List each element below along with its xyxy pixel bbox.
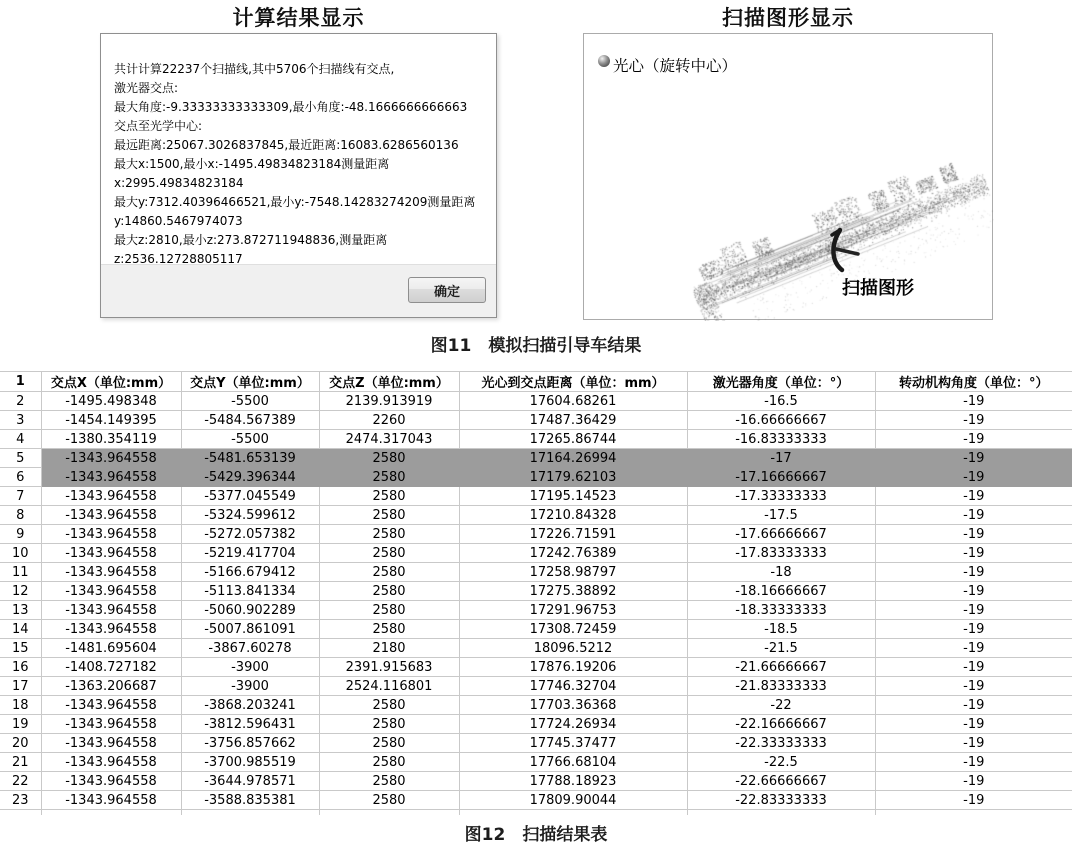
dialog-line: 最大角度:-9.33333333333309,最小角度:-48.1666666666663 [114, 100, 468, 114]
table-cell: 2260 [319, 411, 459, 430]
table-cell: 2580 [319, 449, 459, 468]
table-cell: -22 [687, 696, 875, 715]
table-row [0, 601, 1072, 620]
table-cell: -22.5 [687, 753, 875, 772]
row-number-cell: 8 [0, 506, 41, 525]
table-cell: -1343.964558 [41, 525, 181, 544]
ok-button[interactable]: 确定 [408, 277, 486, 303]
dialog-line: 交点至光学中心: [114, 119, 203, 133]
table-cell: 17258.98797 [459, 563, 687, 582]
table-cell: -17.83333333 [687, 544, 875, 563]
table-cell: -1343.964558 [41, 753, 181, 772]
table-row [0, 677, 1072, 696]
table-cell [41, 810, 181, 815]
table-cell [875, 810, 1072, 815]
table-cell: -1343.964558 [41, 601, 181, 620]
table-header-row [0, 372, 1072, 392]
dialog-line: 最远距离:25067.3026837845,最近距离:16083.6286560136 [114, 138, 459, 152]
scan-graphic-panel [583, 33, 993, 320]
row-number-cell: 5 [0, 449, 41, 468]
table-row [0, 696, 1072, 715]
table-cell: -19 [875, 677, 1072, 696]
table-cell: -19 [875, 734, 1072, 753]
table-cell: 2580 [319, 620, 459, 639]
table-cell: 17604.68261 [459, 392, 687, 411]
table-cell: 2580 [319, 772, 459, 791]
column-header: 光心到交点距离（单位：mm） [459, 372, 687, 392]
row-number-cell: 4 [0, 430, 41, 449]
table-cell: -3900 [181, 658, 319, 677]
sphere-icon [598, 55, 610, 67]
table-row [0, 639, 1072, 658]
row-number-cell: 21 [0, 753, 41, 772]
table-row [0, 658, 1072, 677]
table-cell: -3588.835381 [181, 791, 319, 810]
table-row [0, 392, 1072, 411]
table-cell: -1343.964558 [41, 563, 181, 582]
table-cell: -1343.964558 [41, 582, 181, 601]
table-cell: 18096.5212 [459, 639, 687, 658]
table-cell: -5484.567389 [181, 411, 319, 430]
table-cell: 2580 [319, 544, 459, 563]
table-row [0, 525, 1072, 544]
table-cell: -19 [875, 487, 1072, 506]
table-cell: -1343.964558 [41, 734, 181, 753]
table-cell: -19 [875, 411, 1072, 430]
table-cell: -5219.417704 [181, 544, 319, 563]
table-cell: -19 [875, 563, 1072, 582]
table-cell: -1343.964558 [41, 715, 181, 734]
scan-result-table-body [0, 392, 1072, 815]
table-cell: 2580 [319, 506, 459, 525]
table-cell: -16.66666667 [687, 411, 875, 430]
table-cell: 17745.37477 [459, 734, 687, 753]
table-cell: -21.5 [687, 639, 875, 658]
table-cell: 17242.76389 [459, 544, 687, 563]
table-cell [181, 810, 319, 815]
table-cell: -19 [875, 430, 1072, 449]
table-cell: -19 [875, 544, 1072, 563]
row-number-cell: 15 [0, 639, 41, 658]
table-row [0, 734, 1072, 753]
table-cell: -19 [875, 715, 1072, 734]
table-cell: -21.66666667 [687, 658, 875, 677]
table-cell: -1363.206687 [41, 677, 181, 696]
row-number-cell: 17 [0, 677, 41, 696]
calculation-result-dialog [100, 33, 497, 318]
row-number-cell: 6 [0, 468, 41, 487]
table-cell: 17195.14523 [459, 487, 687, 506]
column-header: 交点Y（单位:mm） [181, 372, 319, 392]
table-cell: -19 [875, 620, 1072, 639]
table-cell: -3812.596431 [181, 715, 319, 734]
table-cell: -5060.902289 [181, 601, 319, 620]
row-number-cell: 2 [0, 392, 41, 411]
figure12-caption: 图12 扫描结果表 [464, 825, 608, 845]
table-cell: 17308.72459 [459, 620, 687, 639]
row-number-cell: 1 [0, 372, 41, 392]
scan-result-table [0, 371, 1072, 815]
table-row [0, 753, 1072, 772]
table-cell: 2580 [319, 734, 459, 753]
dialog-text [101, 34, 496, 264]
table-cell: 17226.71591 [459, 525, 687, 544]
row-number-cell: 22 [0, 772, 41, 791]
column-header: 转动机构角度（单位：°） [875, 372, 1072, 392]
table-cell: -22.83333333 [687, 791, 875, 810]
table-cell: 2580 [319, 791, 459, 810]
row-number-cell: 19 [0, 715, 41, 734]
table-row [0, 449, 1072, 468]
table-row [0, 772, 1072, 791]
table-cell: -1454.149395 [41, 411, 181, 430]
column-header: 激光器角度（单位：°） [687, 372, 875, 392]
table-cell: 2580 [319, 487, 459, 506]
table-cell: 17746.32704 [459, 677, 687, 696]
table-cell: -1343.964558 [41, 696, 181, 715]
table-cell: -5324.599612 [181, 506, 319, 525]
table-cell: 2580 [319, 715, 459, 734]
table-cell: 17275.38892 [459, 582, 687, 601]
row-number-cell: 18 [0, 696, 41, 715]
table-row [0, 430, 1072, 449]
row-number-cell: 12 [0, 582, 41, 601]
table-cell: 17724.26934 [459, 715, 687, 734]
table-cell: -19 [875, 753, 1072, 772]
table-cell: -19 [875, 392, 1072, 411]
table-cell: -1343.964558 [41, 791, 181, 810]
table-cell: -1495.498348 [41, 392, 181, 411]
table-row [0, 411, 1072, 430]
table-cell: -3900 [181, 677, 319, 696]
table-cell: 2580 [319, 753, 459, 772]
table-cell: 17164.26994 [459, 449, 687, 468]
dialog-line: 激光器交点: [114, 81, 179, 95]
table-cell: 17210.84328 [459, 506, 687, 525]
row-number-cell: 20 [0, 734, 41, 753]
table-cell: -5429.396344 [181, 468, 319, 487]
table-cell: 2180 [319, 639, 459, 658]
table-cell: 17703.36368 [459, 696, 687, 715]
table-cell: -1343.964558 [41, 449, 181, 468]
scan-panel-title: 扫描图形显示 [722, 6, 854, 30]
row-number-cell: 14 [0, 620, 41, 639]
dialog-footer [101, 264, 496, 317]
dialog-line: 最大z:2810,最小z:273.872711948836,测量距离z:2536.12728805117 [114, 233, 388, 264]
table-row [0, 544, 1072, 563]
table-cell: -22.33333333 [687, 734, 875, 753]
table-cell: -5007.861091 [181, 620, 319, 639]
dialog-line: 最大x:1500,最小x:-1495.49834823184测量距离x:2995.49834823184 [114, 157, 390, 190]
table-cell: -17.16666667 [687, 468, 875, 487]
table-cell [687, 810, 875, 815]
table-cell: -22.16666667 [687, 715, 875, 734]
table-cell: -1343.964558 [41, 468, 181, 487]
table-cell: -1380.354119 [41, 430, 181, 449]
row-number-cell: 16 [0, 658, 41, 677]
table-edge-stub [0, 810, 1072, 815]
table-cell: 17179.62103 [459, 468, 687, 487]
table-cell [459, 810, 687, 815]
row-number-cell: 3 [0, 411, 41, 430]
table-cell: 17788.18923 [459, 772, 687, 791]
table-cell: 17291.96753 [459, 601, 687, 620]
table-cell: -5377.045549 [181, 487, 319, 506]
table-cell: 2580 [319, 525, 459, 544]
table-cell: 17876.19206 [459, 658, 687, 677]
optical-center-label: 光心（旋转中心） [613, 57, 738, 75]
row-number-cell: 13 [0, 601, 41, 620]
table-cell: -3868.203241 [181, 696, 319, 715]
table-cell: -1343.964558 [41, 620, 181, 639]
dialog-line: 最大y:7312.40396466521,最小y:-7548.14283274209测量距离y:14860.5467974073 [114, 195, 476, 228]
table-cell: -19 [875, 658, 1072, 677]
table-cell: 17487.36429 [459, 411, 687, 430]
table-cell: -3756.857662 [181, 734, 319, 753]
table-cell: 2391.915683 [319, 658, 459, 677]
table-cell: 2580 [319, 468, 459, 487]
table-cell: -19 [875, 639, 1072, 658]
row-number-cell: 10 [0, 544, 41, 563]
table-cell: -3700.985519 [181, 753, 319, 772]
table-cell: -16.83333333 [687, 430, 875, 449]
figure11-caption: 图11 模拟扫描引导车结果 [430, 336, 642, 356]
dialog-line: 共计计算22237个扫描线,其中5706个扫描线有交点, [114, 62, 395, 76]
table-cell: 2580 [319, 582, 459, 601]
table-cell: -19 [875, 772, 1072, 791]
table-cell: -1343.964558 [41, 506, 181, 525]
table-cell: -19 [875, 601, 1072, 620]
row-number-cell: 7 [0, 487, 41, 506]
table-row [0, 620, 1072, 639]
table-row [0, 563, 1072, 582]
table-cell: -18.5 [687, 620, 875, 639]
table-cell: -5113.841334 [181, 582, 319, 601]
table-cell: -19 [875, 468, 1072, 487]
table-cell: 17809.90044 [459, 791, 687, 810]
table-cell: -19 [875, 582, 1072, 601]
table-cell: 2524.116801 [319, 677, 459, 696]
table-cell: -5272.057382 [181, 525, 319, 544]
table-cell: -19 [875, 449, 1072, 468]
scan-shape-label: 扫描图形 [842, 278, 914, 299]
table-cell: -19 [875, 696, 1072, 715]
table-row [0, 582, 1072, 601]
table-row [0, 791, 1072, 810]
table-row [0, 487, 1072, 506]
row-number-cell: 9 [0, 525, 41, 544]
table-cell: 2139.913919 [319, 392, 459, 411]
table-cell: 2474.317043 [319, 430, 459, 449]
table-cell: 2580 [319, 601, 459, 620]
table-cell: -1343.964558 [41, 772, 181, 791]
table-row [0, 715, 1072, 734]
table-cell: -3644.978571 [181, 772, 319, 791]
table-cell: 2580 [319, 696, 459, 715]
row-number-cell: 11 [0, 563, 41, 582]
table-cell: -19 [875, 506, 1072, 525]
point-cloud-canvas [584, 34, 994, 321]
table-cell: -5481.653139 [181, 449, 319, 468]
table-cell: -17.33333333 [687, 487, 875, 506]
table-cell: 2580 [319, 563, 459, 582]
table-cell: -3867.60278 [181, 639, 319, 658]
table-cell: -1481.695604 [41, 639, 181, 658]
table-cell: -21.83333333 [687, 677, 875, 696]
scan-arrow-icon [816, 220, 876, 280]
table-cell [0, 810, 41, 815]
table-cell: -18.16666667 [687, 582, 875, 601]
column-header: 交点Z（单位:mm） [319, 372, 459, 392]
table-cell: -22.66666667 [687, 772, 875, 791]
table-cell: 17766.68104 [459, 753, 687, 772]
table-cell: -19 [875, 791, 1072, 810]
table-cell: -17.5 [687, 506, 875, 525]
table-cell: -18 [687, 563, 875, 582]
table-cell: 17265.86744 [459, 430, 687, 449]
table-cell [319, 810, 459, 815]
table-row [0, 506, 1072, 525]
table-cell: -5166.679412 [181, 563, 319, 582]
row-number-cell: 23 [0, 791, 41, 810]
table-cell: -1343.964558 [41, 487, 181, 506]
table-cell: -18.33333333 [687, 601, 875, 620]
table-cell: -17 [687, 449, 875, 468]
table-row [0, 468, 1072, 487]
column-header: 交点X（单位:mm） [41, 372, 181, 392]
table-cell: -5500 [181, 392, 319, 411]
table-cell: -5500 [181, 430, 319, 449]
table-cell: -17.66666667 [687, 525, 875, 544]
table-cell: -19 [875, 525, 1072, 544]
table-cell: -16.5 [687, 392, 875, 411]
calc-dialog-title: 计算结果显示 [232, 6, 365, 30]
table-cell: -1343.964558 [41, 544, 181, 563]
table-cell: -1408.727182 [41, 658, 181, 677]
